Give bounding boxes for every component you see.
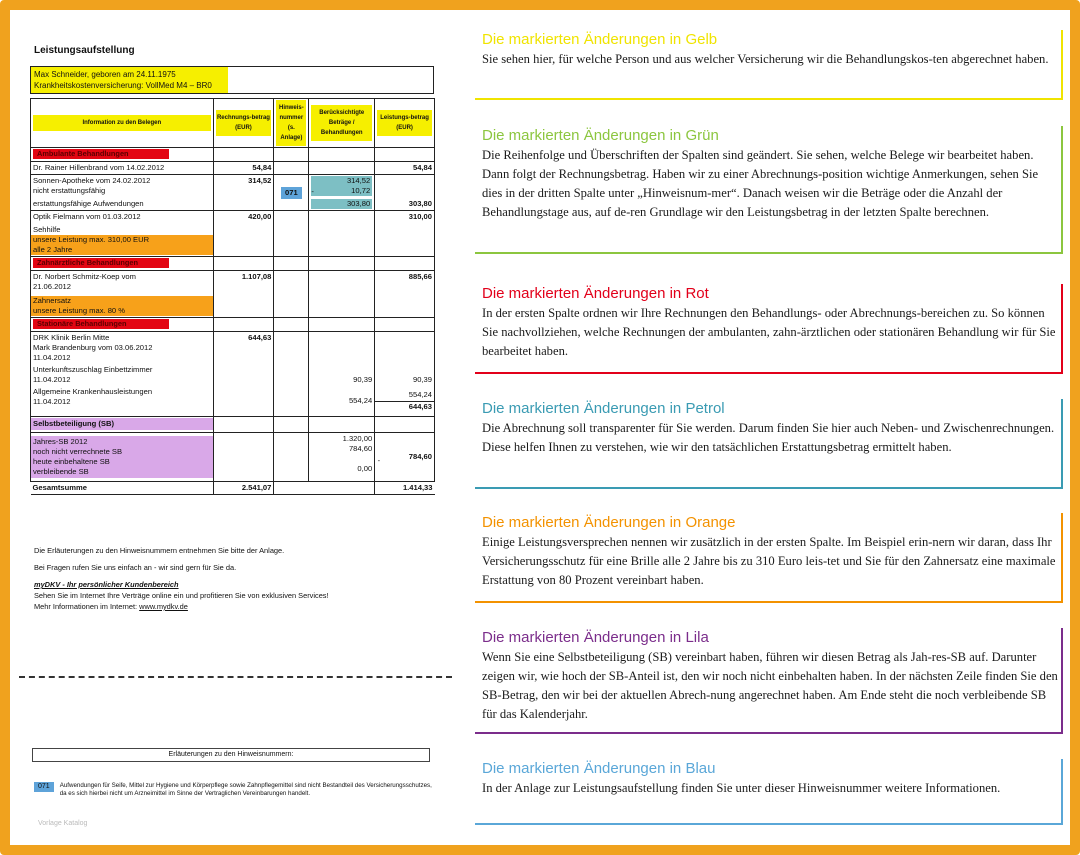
total-row — [31, 481, 435, 494]
document-notes — [34, 545, 434, 612]
card-body: In der ersten Spalte ordnen wir Ihre Rechnungen den Behandlungs- oder Abrechnungs-bereichen zu. So können Sie nachvollziehen, welche Rechnungen der ambulanten, zahn-ärztlichen oder stationären Behandlung wir für Sie bearbeitet haben. — [482, 306, 1056, 358]
explanation-card-orange — [475, 513, 1063, 603]
section-row-ambulant — [31, 148, 435, 162]
card-title: Die markierten Änderungen in Gelb — [482, 31, 718, 48]
row-info: Optik Fielmann vom 01.03.2012 Sehhilfe unsere Leistung max. 310,00 EUR alle 2 Jahre — [31, 211, 214, 257]
row-benefit: 303,80 — [375, 175, 435, 211]
note-annex: Die Erläuterungen zu den Hinweisnummern entnehmen Sie bitte der Anlage. — [34, 546, 285, 555]
mydkv-more: Mehr Informationen im Internet: www.mydkv.de — [34, 602, 188, 611]
table-row — [31, 364, 435, 386]
card-body: Einige Leistungsversprechen nennen wir zusätzlich in der ersten Spalte. Im Beispiel erin-nern wir daran, dass Ihr Versicherungsschutz für eine Brille alle 2 Jahre bis zu 310 Euro leis-tet und Sie für den Zahnersatz eine maximale Erstattung von 80 Prozent vereinbart haben. — [482, 535, 1056, 587]
row-benefit: 885,66 — [375, 271, 435, 318]
section-row-sb — [31, 416, 435, 432]
card-title: Die markierten Änderungen in Rot — [482, 285, 709, 302]
section-row-stationaer — [31, 318, 435, 332]
row-benefit: 784,60 — [375, 432, 435, 481]
card-body: Sie sehen hier, für welche Person und aus welcher Versicherung wir die Behandlungskos-ten abgerechnet haben. — [482, 52, 1049, 66]
row-benefit: 310,00 — [375, 211, 435, 257]
row-benefit: 554,24 644,63 — [375, 386, 435, 416]
row-considered: 90,39 — [309, 364, 375, 386]
footnote-number-badge: 071 — [34, 782, 54, 792]
card-title: Die markierten Änderungen in Lila — [482, 629, 709, 646]
card-title: Die markierten Änderungen in Grün — [482, 127, 719, 144]
row-amount: 54,84 — [213, 162, 274, 175]
explanation-card-blau — [475, 759, 1063, 825]
person-line: Max Schneider, geboren am 24.11.1975 — [34, 70, 176, 79]
row-considered: 1.320,00 784,60 0,00 - — [309, 432, 375, 481]
note-questions: Bei Fragen rufen Sie uns einfach an - wir sind gern für Sie da. — [34, 563, 237, 572]
card-title: Die markierten Änderungen in Petrol — [482, 400, 725, 417]
total-label: Gesamtsumme — [31, 481, 214, 494]
row-benefit: 54,84 — [375, 162, 435, 175]
row-info: Dr. Norbert Schmitz-Koep vom 21.06.2012 Zahnersatz unsere Leistung max. 80 % — [31, 271, 214, 318]
table-row — [31, 175, 435, 211]
explanation-card-lila — [475, 628, 1063, 734]
row-info: Dr. Rainer Hillenbrand vom 14.02.2012 — [31, 162, 214, 175]
table-row — [31, 332, 435, 365]
note-number-badge: 071 — [281, 187, 302, 199]
table-row — [31, 211, 435, 257]
explanations-header-box: Erläuterungen zu den Hinweisnummern: — [32, 748, 430, 762]
row-amount: 644,63 — [213, 332, 274, 365]
card-body: Wenn Sie eine Selbstbeteiligung (SB) vereinbart haben, führen wir diesen Betrag als Jah-res-SB auf. Darunter zeigen wir, wie hoch der SB-Anteil ist, den wir noch nicht einbehalten haben. In der nächsten Zeile finden Sie den SB-Betrag, den wir bei der aktuellen Abrech-nung angerechnet haben. Am Ende steht die noch verbleibende SB für das Kalenderjahr. — [482, 650, 1058, 721]
explanation-card-rot — [475, 284, 1063, 374]
cut-line-divider — [19, 676, 452, 678]
watermark: Vorlage Katalog — [38, 820, 88, 827]
col-header-info: Information zu den Belegen — [31, 99, 214, 148]
insurance-line: Krankheitskostenversicherung: VollMed M4 – BR0 — [34, 81, 212, 90]
section-label: Selbstbeteiligung (SB) — [31, 418, 213, 430]
row-benefit: 90,39 — [375, 364, 435, 386]
section-label: Zahnärztliche Behandlungen — [33, 258, 169, 268]
col-header-considered: Berücksichtigte Beträge / Behandlungen — [309, 99, 375, 148]
explanation-card-petrol — [475, 399, 1063, 489]
total-benefit: 1.414,33 — [375, 481, 435, 494]
insured-person-box — [30, 66, 434, 94]
section-label: Ambulante Behandlungen — [33, 149, 169, 159]
mydkv-link[interactable]: www.mydkv.de — [139, 602, 188, 611]
row-info: Jahres-SB 2012 noch nicht verrechnete SB heute einbehaltene SB verbleibende SB — [31, 432, 214, 481]
card-body: Die Reihenfolge und Überschriften der Spalten sind geändert. Sie sehen, welche Belege wir bearbeitet haben. Dann folgt der Rechnungsbetrag. Haben wir zu einer Abrechnungs-position wichtige Anmerkungen, sehen Sie dies in der dritten Spalte unter „Hinweisnum-mer“. Danach weisen wir die Beträge oder die Anzahl der Behandlungstage aus, auf de-ren Grundlage wir den Leistungsbetrag in der letzten Spalte berechnen. — [482, 148, 1039, 219]
col-header-benefit: Leistungs-betrag (EUR) — [375, 99, 435, 148]
total-amount: 2.541,07 — [213, 481, 274, 494]
section-label: Stationäre Behandlungen — [33, 319, 169, 329]
table-row — [31, 432, 435, 481]
table-row — [31, 386, 435, 416]
orange-highlight: Zahnersatz unsere Leistung max. 80 % — [31, 296, 213, 316]
row-info: Allgemeine Krankenhausleistungen 11.04.2012 — [31, 386, 214, 416]
footnote — [34, 782, 434, 798]
col-header-amount: Rechnungs-betrag (EUR) — [213, 99, 274, 148]
row-info: Unterkunftszuschlag Einbettzimmer 11.04.2012 — [31, 364, 214, 386]
mydkv-text: Sehen Sie im Internet Ihre Verträge online ein und profitieren Sie von exklusiven Services! — [34, 591, 329, 600]
document-title: Leistungsaufstellung — [34, 45, 135, 56]
explanation-card-gelb — [475, 30, 1063, 100]
table-row — [31, 162, 435, 175]
row-considered: 554,24 — [309, 386, 375, 416]
row-info: DRK Klinik Berlin Mitte Mark Brandenburg vom 03.06.2012 11.04.2012 — [31, 332, 214, 365]
row-info: Sonnen-Apotheke vom 24.02.2012 nicht erstattungsfähig erstattungsfähige Aufwendungen — [31, 175, 214, 211]
card-title: Die markierten Änderungen in Orange — [482, 514, 736, 531]
row-considered: 314,52 10,72 - 303,80 — [309, 175, 375, 211]
row-amount: 1.107,08 — [213, 271, 274, 318]
card-body: Die Abrechnung soll transparenter für Sie werden. Darum finden Sie hier auch Neben- und Zwischenrechnungen. Diese helfen Ihnen zu verstehen, wie wir den tatsächlichen Erstattungsbetrag ermittelt haben. — [482, 421, 1055, 454]
card-title: Die markierten Änderungen in Blau — [482, 760, 716, 777]
row-amount: 420,00 — [213, 211, 274, 257]
orange-highlight: unsere Leistung max. 310,00 EUR alle 2 Jahre — [31, 235, 213, 255]
table-header-row — [31, 99, 435, 148]
card-body: In der Anlage zur Leistungsaufstellung finden Sie unter dieser Hinweisnummer weitere Informationen. — [482, 781, 1001, 795]
explanation-card-gruen — [475, 126, 1063, 254]
benefit-table — [30, 98, 435, 495]
section-row-zahn — [31, 257, 435, 271]
insured-person-highlight — [31, 67, 228, 93]
footnote-text: Aufwendungen für Seife, Mittel zur Hygiene und Körperpflege sowie Zahnpflegemittel sind nicht Bestandteil des Versicherungsschutzes, da es sich hierbei nicht um Arzneimittel im Sinne der Vertraglichen Vereinbarungen handelt. — [59, 782, 432, 797]
table-row — [31, 271, 435, 318]
col-header-note: Hinweis-nummer (s. Anlage) — [274, 99, 309, 148]
benefit-statement-document — [12, 12, 452, 843]
row-amount: 314,52 — [213, 175, 274, 211]
mydkv-title: myDKV - Ihr persönlicher Kundenbereich — [34, 580, 179, 589]
